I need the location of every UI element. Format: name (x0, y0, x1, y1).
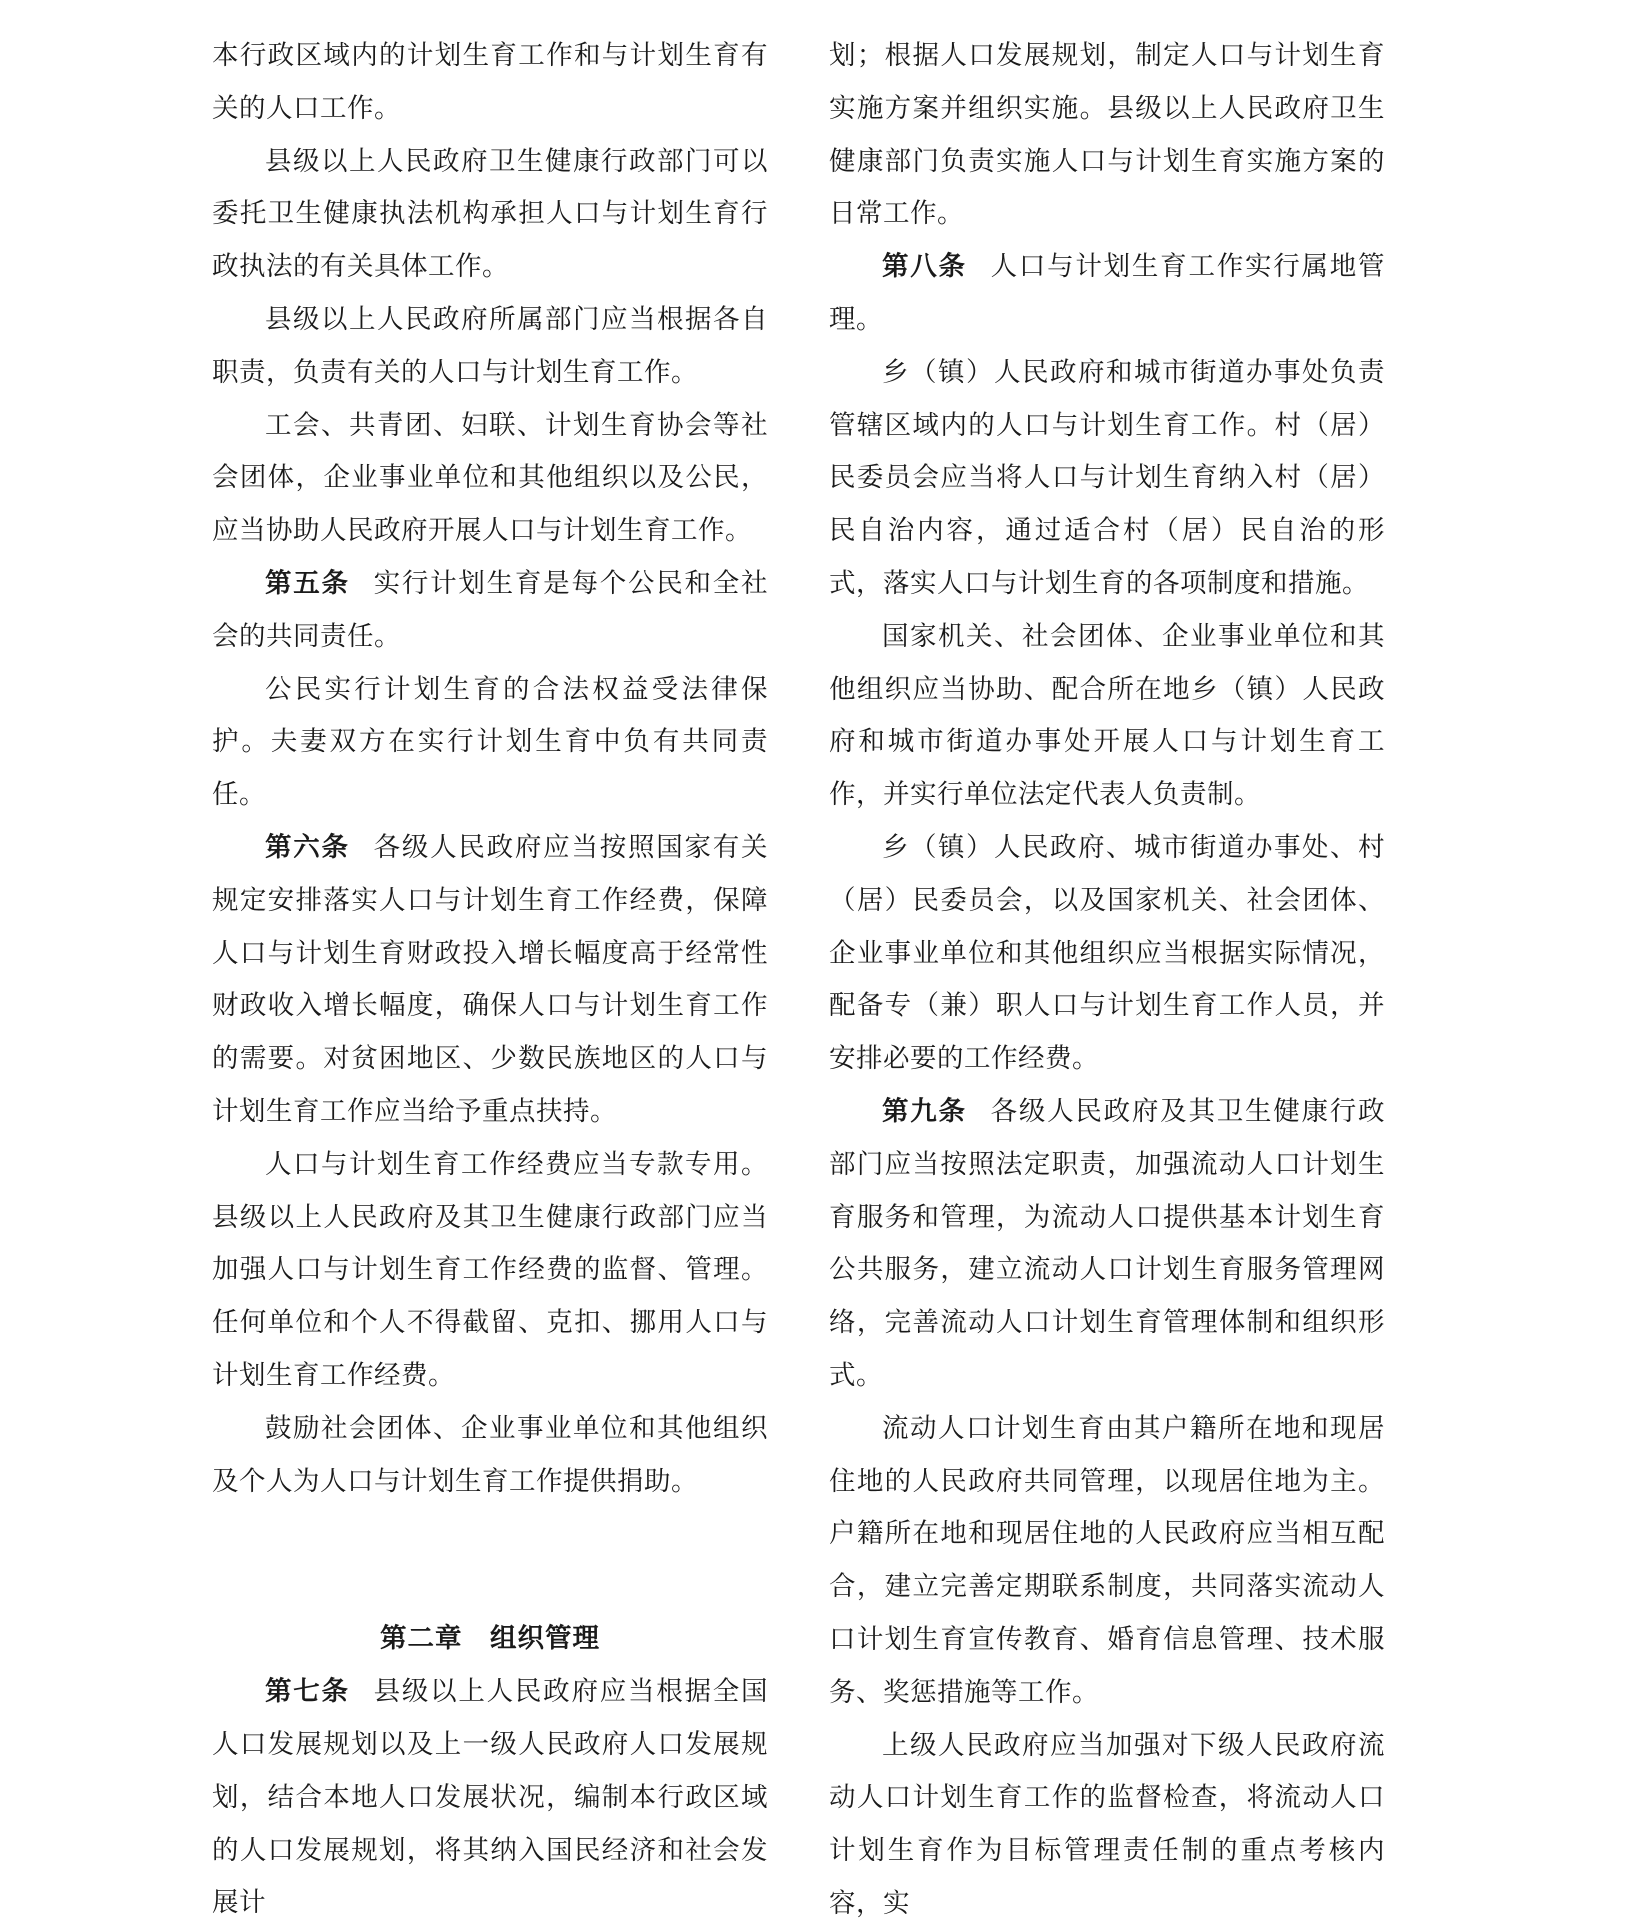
article-text: 县级以上人民政府应当根据全国人口发展规划以及上一级人民政府人口发展规划，结合本地人口发展状况，编制本行政区域的人口发展规划，将其纳入国民经济和社会发展计 (212, 1676, 769, 1919)
paragraph: 县级以上人民政府卫生健康行政部门可以委托卫生健康执法机构承担人口与计划生育行政执法的有关具体工作。 (212, 145, 768, 283)
paragraph: 鼓励社会团体、企业事业单位和其他组织及个人为人口与计划生育工作提供捐助。 (212, 1412, 768, 1497)
right-column (829, 30, 1385, 1931)
article-label: 第八条 (882, 251, 967, 283)
paragraph: 乡（镇）人民政府和城市街道办事处负责管辖区域内的人口与计划生育工作。村（居）民委员会应当将人口与计划生育纳入村（居）民自治内容，通过适合村（居）民自治的形式，落实人口与计划生育的各项制度和措施。 (829, 356, 1385, 599)
article-label: 第九条 (882, 1095, 967, 1127)
article-7 (212, 1666, 768, 1930)
article-8 (829, 241, 1385, 347)
article-label: 第五条 (265, 567, 350, 599)
article-label: 第七条 (265, 1676, 350, 1708)
article-6 (212, 822, 768, 1139)
article-label: 第六条 (265, 831, 350, 863)
article-text: 人口与计划生育工作实行属地管理。 (829, 251, 1386, 335)
paragraph: 国家机关、社会团体、企业事业单位和其他组织应当协助、配合所在地乡（镇）人民政府和城市街道办事处开展人口与计划生育工作，并实行单位法定代表人负责制。 (829, 620, 1385, 811)
paragraph: 本行政区域内的计划生育工作和与计划生育有关的人口工作。 (212, 40, 768, 124)
paragraph: 工会、共青团、妇联、计划生育协会等社会团体，企业事业单位和其他组织以及公民，应当协助人民政府开展人口与计划生育工作。 (212, 409, 768, 547)
paragraph: 公民实行计划生育的合法权益受法律保护。夫妻双方在实行计划生育中负有共同责任。 (212, 673, 768, 811)
paragraph: 上级人民政府应当加强对下级人民政府流动人口计划生育工作的监督检查，将流动人口计划生育作为目标管理责任制的重点考核内容，实 (829, 1729, 1385, 1919)
paragraph: 人口与计划生育工作经费应当专款专用。县级以上人民政府及其卫生健康行政部门应当加强人口与计划生育工作经费的监督、管理。任何单位和个人不得截留、克扣、挪用人口与计划生育工作经费。 (212, 1148, 768, 1391)
article-text: 各级人民政府及其卫生健康行政部门应当按照法定职责，加强流动人口计划生育服务和管理，为流动人口提供基本计划生育公共服务，建立流动人口计划生育服务管理网络，完善流动人口计划生育管理体制和组织形式。 (829, 1095, 1386, 1391)
paragraph: 县级以上人民政府所属部门应当根据各自职责，负责有关的人口与计划生育工作。 (212, 303, 768, 388)
paragraph: 乡（镇）人民政府、城市街道办事处、村（居）民委员会，以及国家机关、社会团体、企业事业单位和其他组织应当根据实际情况，配备专（兼）职人口与计划生育工作人员，并安排必要的工作经费。 (829, 831, 1385, 1075)
article-5 (212, 558, 768, 664)
article-9 (829, 1086, 1385, 1403)
chapter-spacer (212, 1508, 768, 1613)
paragraph: 流动人口计划生育由其户籍所在地和现居住地的人民政府共同管理，以现居住地为主。户籍所在地和现居住地的人民政府应当相互配合，建立完善定期联系制度，共同落实流动人口计划生育宣传教育、婚育信息管理、技术服务、奖惩措施等工作。 (829, 1412, 1385, 1708)
article-text: 实行计划生育是每个公民和全社会的共同责任。 (212, 567, 769, 652)
chapter-heading: 第二章 组织管理 (380, 1623, 600, 1655)
left-column (212, 30, 768, 1930)
article-text: 各级人民政府应当按照国家有关规定安排落实人口与计划生育工作经费，保障人口与计划生育财政投入增长幅度高于经常性财政收入增长幅度，确保人口与计划生育工作的需要。对贫困地区、少数民族地区的人口与计划生育工作应当给予重点扶持。 (212, 831, 769, 1127)
paragraph: 划；根据人口发展规划，制定人口与计划生育实施方案并组织实施。县级以上人民政府卫生健康部门负责实施人口与计划生育实施方案的日常工作。 (829, 40, 1385, 230)
